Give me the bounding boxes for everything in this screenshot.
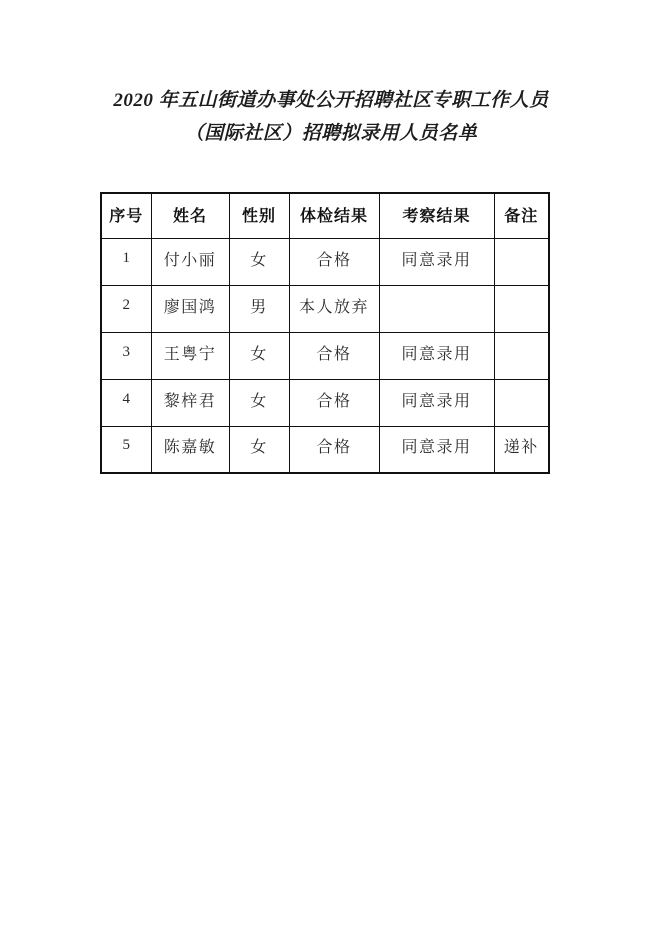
table-header-row [101,193,549,238]
table-cell-remarks [494,379,549,426]
table-row [101,379,549,426]
table-cell-remarks [494,285,549,332]
recruitment-result-table [100,192,550,474]
title-line-2: （国际社区）招聘拟录用人员名单 [184,123,478,144]
table-cell-gender: 女 [229,426,289,473]
table-cell-name: 付小丽 [151,238,229,285]
col-header-remarks: 备注 [494,193,549,238]
table-cell-name: 陈嘉敏 [151,426,229,473]
table-cell-gender: 男 [229,285,289,332]
table-cell-medical: 合格 [289,238,379,285]
table-cell-inspection: 同意录用 [379,379,494,426]
table-cell-serial: 5 [101,426,151,473]
table-cell-remarks: 递补 [494,426,549,473]
col-header-name: 姓名 [151,193,229,238]
table-cell-gender: 女 [229,332,289,379]
table-cell-serial: 4 [101,379,151,426]
table-cell-serial: 3 [101,332,151,379]
col-header-inspection-result: 考察结果 [379,193,494,238]
table-cell-medical: 本人放弃 [289,285,379,332]
table-cell-name: 黎梓君 [151,379,229,426]
table-row [101,285,549,332]
table-cell-remarks [494,332,549,379]
title-line-1: 2020 年五山街道办事处公开招聘社区专职工作人员 [113,90,549,111]
col-header-serial-no: 序号 [101,193,151,238]
table-cell-medical: 合格 [289,379,379,426]
table-row [101,426,549,473]
table-cell-inspection: 同意录用 [379,426,494,473]
table-cell-medical: 合格 [289,332,379,379]
table-row [101,332,549,379]
table-cell-serial: 1 [101,238,151,285]
page-title [0,84,662,150]
table-cell-inspection [379,285,494,332]
table-cell-serial: 2 [101,285,151,332]
table-cell-gender: 女 [229,379,289,426]
table-cell-inspection: 同意录用 [379,238,494,285]
table-cell-gender: 女 [229,238,289,285]
table-row [101,238,549,285]
col-header-medical-result: 体检结果 [289,193,379,238]
table-cell-name: 廖国鸿 [151,285,229,332]
col-header-gender: 性别 [229,193,289,238]
table-cell-medical: 合格 [289,426,379,473]
table-cell-remarks [494,238,549,285]
table-cell-inspection: 同意录用 [379,332,494,379]
table-cell-name: 王粤宁 [151,332,229,379]
